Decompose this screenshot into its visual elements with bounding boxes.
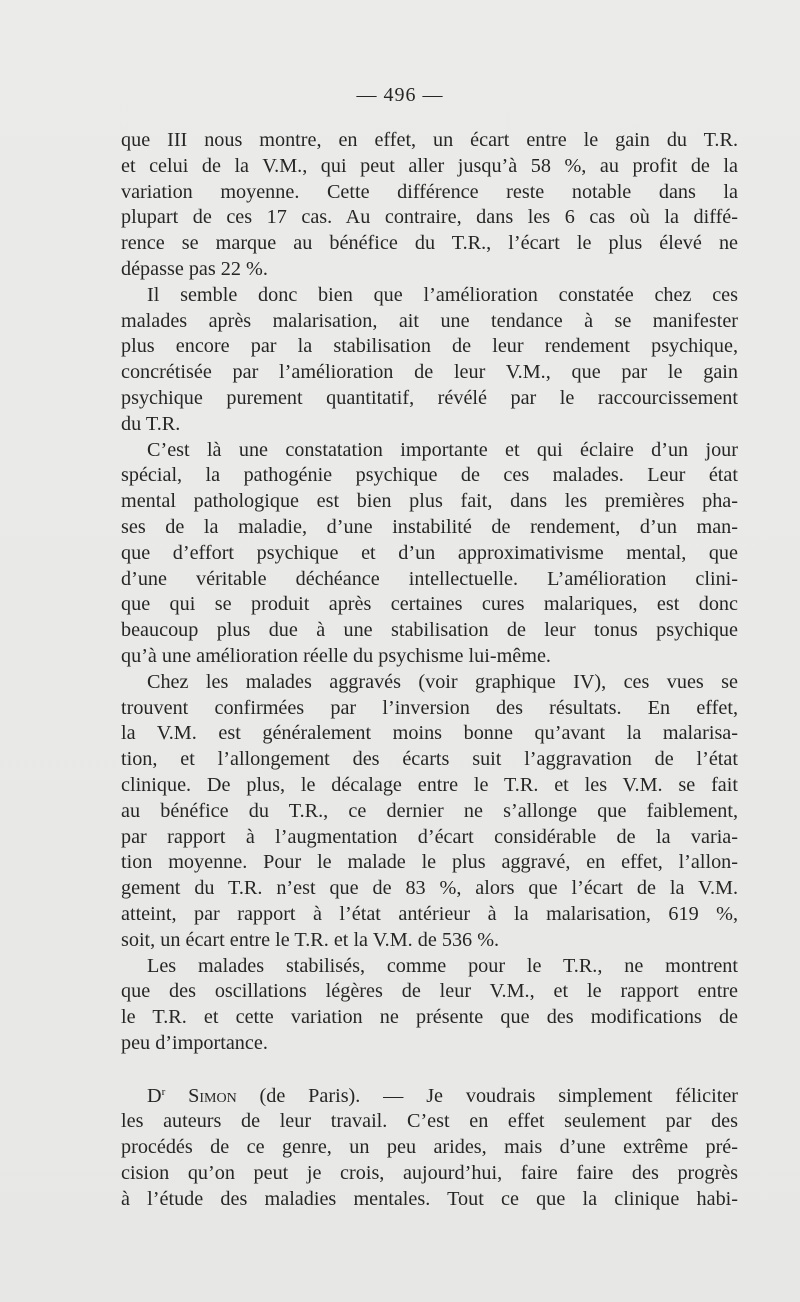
text-line: tion moyenne. Pour le malade le plus aggravé, en effet, l’allon- (121, 851, 738, 874)
text-line: que des oscillations légères de leur V.M., et le rapport entre (121, 980, 738, 1003)
text-line: la V.M. est généralement moins bonne qu’avant la malarisa- (121, 722, 738, 745)
paragraph-gap (121, 1057, 738, 1084)
speaker-title-sup: r (161, 1085, 166, 1098)
text-line: spécial, la pathogénie psychique de ces malades. Leur état (121, 464, 738, 487)
text-line: les auteurs de leur travail. C’est en effet seulement par des (121, 1110, 738, 1133)
text-line: qu’à une amélioration réelle du psychisme lui-même. (121, 644, 551, 667)
text-line: malades après malarisation, ait une tendance à se manifester (121, 309, 738, 332)
text-line: que III nous montre, en effet, un écart entre le gain du T.R. (121, 129, 738, 151)
text-line: rence se marque au bénéfice du T.R., l’écart le plus élevé ne (121, 232, 738, 255)
text-line: beaucoup plus due à une stabilisation de leur tonus psychique (121, 619, 738, 642)
text-line: plus encore par la stabilisation de leur rendement psychique, (121, 335, 738, 358)
paragraph (121, 438, 738, 670)
text-line: clinique. De plus, le décalage entre le T.R. et les V.M. se fait (121, 773, 738, 796)
text-line: mental pathologique est bien plus fait, dans les premières pha- (121, 490, 738, 513)
text-line: du T.R. (121, 412, 181, 435)
text-line: concrétisée par l’amélioration de leur V.M., que par le gain (121, 361, 738, 384)
text-line: soit, un écart entre le T.R. et la V.M. de 536 %. (121, 928, 500, 951)
text-line: ses de la maladie, d’une instabilité de rendement, d’un man- (121, 515, 738, 538)
text-line: que qui se produit après certaines cures malariques, est donc (121, 593, 738, 616)
text-line: dépasse pas 22 %. (121, 257, 268, 280)
text-line: tion, et l’allongement des écarts suit l’aggravation de l’état (121, 748, 738, 771)
speaker-paragraph (121, 1084, 738, 1213)
text-line: psychique purement quantitatif, révélé par le raccourcissement (121, 386, 738, 409)
text-line: gement du T.R. n’est que de 83 %, alors que l’écart de la V.M. (121, 877, 738, 900)
paragraph (121, 283, 738, 438)
text-line: peu d’importance. (121, 1031, 268, 1054)
text-line: plupart de ces 17 cas. Au contraire, dans les 6 cas où la diffé- (121, 206, 738, 229)
speaker-title: D (147, 1084, 162, 1107)
text-line: Il semble donc bien que l’amélioration constatée chez ces (147, 283, 738, 306)
text-line: le T.R. et cette variation ne présente que des modifications de (121, 1006, 738, 1029)
text-line: procédés de ce genre, un peu arides, mais d’une extrême pré- (121, 1136, 738, 1159)
body-text (121, 128, 738, 1213)
text-line: par rapport à l’augmentation d’écart considérable de la varia- (121, 825, 738, 848)
speaker-name: Simon (188, 1084, 237, 1107)
text-line: que d’effort psychique et d’un approximativisme mental, que (121, 541, 738, 564)
text-line: Chez les malades aggravés (voir graphique IV), ces vues se (147, 670, 738, 693)
text-line: à l’étude des maladies mentales. Tout ce que la clinique habi- (121, 1187, 738, 1210)
page-number: — 496 — (356, 84, 444, 106)
text-line: au bénéfice du T.R., ce dernier ne s’allonge que faiblement, (121, 799, 738, 822)
text-line: cision qu’on peut je crois, aujourd’hui, faire faire des progrès (121, 1162, 738, 1185)
text-line: variation moyenne. Cette différence reste notable dans la (121, 180, 738, 203)
paragraph (121, 954, 738, 1057)
speaker-first-line-rest: (de Paris). — Je voudrais simplement féliciter (259, 1084, 739, 1107)
text-line: atteint, par rapport à l’état antérieur à la malarisation, 619 %, (121, 902, 738, 925)
speaker-first-line (121, 1084, 738, 1110)
paragraphs (121, 128, 738, 1057)
text-line: et celui de la V.M., qui peut aller jusqu’à 58 %, au profit de la (121, 154, 738, 177)
text-line: trouvent confirmées par l’inversion des résultats. En effet, (121, 696, 738, 719)
paragraph (121, 128, 738, 283)
text-line: d’une véritable déchéance intellectuelle. L’amélioration clini- (121, 567, 738, 590)
paragraph (121, 670, 738, 954)
text-line: Les malades stabilisés, comme pour le T.R., ne montrent (147, 954, 738, 977)
text-line: C’est là une constatation importante et qui éclaire d’un jour (147, 438, 738, 461)
